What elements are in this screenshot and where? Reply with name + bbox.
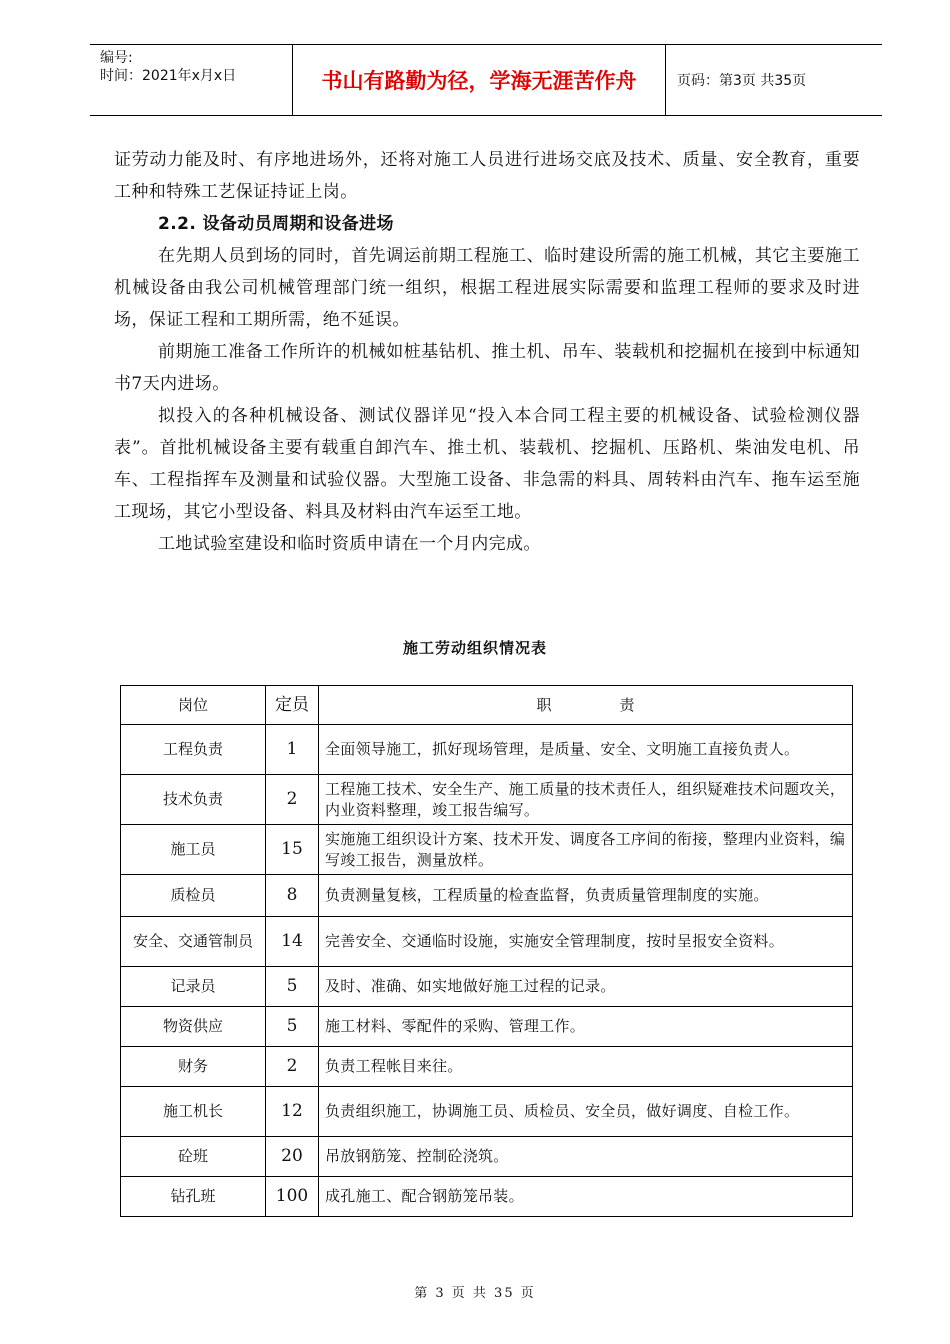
cell-duty: 实施施工组织设计方案、技术开发、调度各工序间的衔接，整理内业资料，编写竣工报告，测量放样。 xyxy=(319,825,853,875)
paragraph: 在先期人员到场的同时，首先调运前期工程施工、临时建设所需的施工机械，其它主要施工机械设备由我公司机械管理部门统一组织，根据工程进展实际需要和监理工程师的要求及时进场，保证工程和工期所需，绝不延误。 xyxy=(114,246,860,330)
table-row xyxy=(121,1087,853,1137)
cell-position: 技术负责 xyxy=(121,775,266,825)
cell-position: 施工机长 xyxy=(121,1087,266,1137)
cell-count: 15 xyxy=(266,825,319,875)
header-motto: 书山有路勤为径，学海无涯苦作舟 xyxy=(293,45,666,115)
paragraph: 拟投入的各种机械设备、测试仪器详见“投入本合同工程主要的机械设备、试验检测仪器表”。首批机械设备主要有载重自卸汽车、推土机、装载机、挖掘机、压路机、柴油发电机、吊车、工程指挥车及测量和试验仪器。大型施工设备、非急需的料具、周转料由汽车、拖车运至施工现场，其它小型设备、料具及材料由汽车运至工地。 xyxy=(114,406,860,522)
cell-count: 2 xyxy=(266,775,319,825)
table-header-row xyxy=(121,686,853,725)
cell-duty: 负责工程帐目来往。 xyxy=(319,1047,853,1087)
cell-duty: 施工材料、零配件的采购、管理工作。 xyxy=(319,1007,853,1047)
document-number-label: 编号: xyxy=(100,50,133,66)
table-row xyxy=(121,1047,853,1087)
cell-count: 100 xyxy=(266,1177,319,1217)
table-row xyxy=(121,1137,853,1177)
table-row xyxy=(121,1177,853,1217)
cell-duty: 工程施工技术、安全生产、施工质量的技术责任人，组织疑难技术问题攻关，内业资料整理，竣工报告编写。 xyxy=(319,775,853,825)
cell-position: 砼班 xyxy=(121,1137,266,1177)
cell-count: 12 xyxy=(266,1087,319,1137)
header-position: 岗位 xyxy=(121,686,266,725)
page-header xyxy=(90,44,882,116)
labor-organization-table xyxy=(120,685,853,1217)
cell-duty: 吊放钢筋笼、控制砼浇筑。 xyxy=(319,1137,853,1177)
table-row xyxy=(121,875,853,917)
cell-duty: 完善安全、交通临时设施，实施安全管理制度，按时呈报安全资料。 xyxy=(319,917,853,967)
document-time-label: 时间：2021年x月x日 xyxy=(100,68,237,84)
cell-count: 1 xyxy=(266,725,319,775)
table-row xyxy=(121,725,853,775)
cell-count: 14 xyxy=(266,917,319,967)
cell-position: 记录员 xyxy=(121,967,266,1007)
header-page-info: 页码：第3页 共35页 xyxy=(677,73,807,89)
paragraph-continued: 证劳动力能及时、有序地进场外，还将对施工人员进行进场交底及技术、质量、安全教育，重要工种和特殊工艺保证持证上岗。 xyxy=(114,150,860,202)
table-title: 施工劳动组织情况表 xyxy=(402,639,547,657)
cell-duty: 成孔施工、配合钢筋笼吊装。 xyxy=(319,1177,853,1217)
cell-count: 8 xyxy=(266,875,319,917)
paragraph: 工地试验室建设和临时资质申请在一个月内完成。 xyxy=(158,534,541,554)
cell-position: 工程负责 xyxy=(121,725,266,775)
cell-duty: 全面领导施工，抓好现场管理，是质量、安全、文明施工直接负责人。 xyxy=(319,725,853,775)
cell-position: 钻孔班 xyxy=(121,1177,266,1217)
header-left-cell xyxy=(90,45,293,115)
cell-position: 质检员 xyxy=(121,875,266,917)
header-duty: 职 责 xyxy=(319,686,853,725)
cell-position: 财务 xyxy=(121,1047,266,1087)
paragraph: 前期施工准备工作所许的机械如桩基钻机、推土机、吊车、装载机和挖掘机在接到中标通知书7天内进场。 xyxy=(114,342,860,394)
cell-count: 5 xyxy=(266,967,319,1007)
cell-duty: 及时、准确、如实地做好施工过程的记录。 xyxy=(319,967,853,1007)
cell-duty: 负责组织施工，协调施工员、质检员、安全员，做好调度、自检工作。 xyxy=(319,1087,853,1137)
page-footer: 第 3 页 共 35 页 xyxy=(414,1286,536,1301)
body-text xyxy=(114,144,860,560)
cell-position: 安全、交通管制员 xyxy=(121,917,266,967)
cell-duty: 负责测量复核，工程质量的检查监督，负责质量管理制度的实施。 xyxy=(319,875,853,917)
table-row xyxy=(121,917,853,967)
cell-count: 5 xyxy=(266,1007,319,1047)
section-heading: 2.2. 设备动员周期和设备进场 xyxy=(158,214,394,234)
table-row xyxy=(121,1007,853,1047)
table-row xyxy=(121,967,853,1007)
table-row xyxy=(121,775,853,825)
cell-position: 施工员 xyxy=(121,825,266,875)
table-row xyxy=(121,825,853,875)
header-count: 定员 xyxy=(266,686,319,725)
cell-position: 物资供应 xyxy=(121,1007,266,1047)
cell-count: 2 xyxy=(266,1047,319,1087)
cell-count: 20 xyxy=(266,1137,319,1177)
